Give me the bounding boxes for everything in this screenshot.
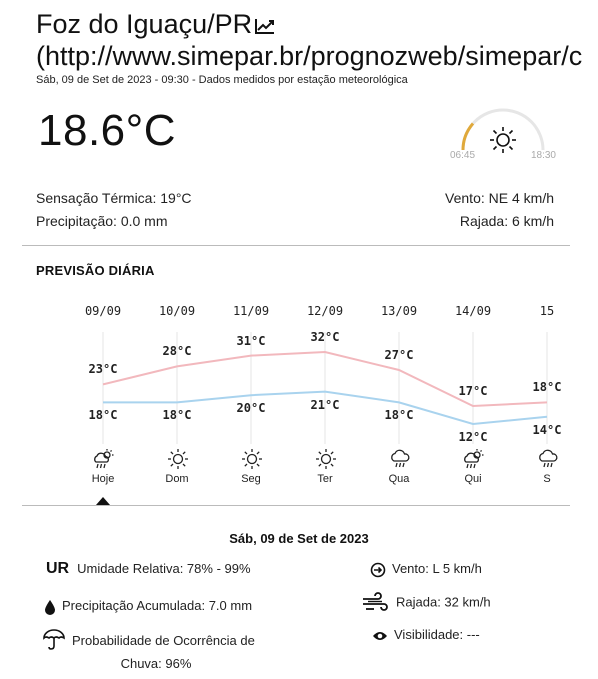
forecast-max-temp: 27°C [384, 348, 414, 362]
droplet-icon [44, 599, 56, 615]
forecast-day[interactable] [510, 296, 584, 496]
forecast-date: 09/09 [84, 304, 122, 318]
gust-row [362, 594, 491, 612]
rain-prob-line2: Chuva: 96% [120, 656, 192, 671]
rain-prob-line1: Probabilidade de Ocorrência de [72, 633, 255, 648]
forecast-min-temp: 20°C [236, 401, 266, 416]
precip-acc-value: Precipitação Acumulada: 7.0 mm [62, 598, 253, 613]
forecast-min-temp: 14°C [532, 422, 562, 437]
forecast-day[interactable] [288, 296, 362, 496]
precipitation: Precipitação: 0.0 mm [36, 213, 168, 229]
sun-rain-icon [462, 448, 486, 470]
umbrella-icon [42, 628, 66, 650]
visibility-value: Visibilidade: --- [394, 627, 480, 642]
feels-like: Sensação Térmica: 19°C [36, 190, 192, 206]
divider-top [22, 245, 570, 246]
forecast-day-name: Qui [464, 473, 482, 485]
forecast-min-temp: 18°C [88, 408, 118, 423]
forecast-max-temp: 32°C [310, 330, 340, 344]
forecast-day-name: Qua [388, 473, 410, 485]
compass-icon [370, 562, 386, 578]
wind-value: Vento: L 5 km/h [392, 561, 482, 576]
forecast-max-temp: 28°C [162, 344, 192, 359]
forecast-day-name: Seg [241, 473, 261, 485]
sun-rain-icon [92, 448, 116, 470]
city-name: Foz do Iguaçu/PR [36, 9, 253, 39]
visibility-row [372, 627, 480, 642]
forecast-day[interactable] [214, 296, 288, 496]
gust-value: Rajada: 32 km/h [396, 594, 491, 610]
humidity-row [46, 560, 251, 578]
source-url[interactable]: (http://www.simepar.br/prognozweb/simepar/c [36, 41, 583, 71]
forecast-day[interactable] [436, 296, 510, 496]
sunset-time: 18:30 [530, 150, 556, 161]
sun-arc-progress [463, 124, 473, 150]
selected-day-title: Sáb, 09 de Set de 2023 [229, 531, 369, 546]
forecast-day-name: Ter [317, 473, 333, 485]
forecast-date: 15 [539, 304, 555, 318]
cloud-rain-icon [536, 448, 560, 470]
current-temperature: 18.6°C [38, 106, 177, 155]
forecast-date: 14/09 [454, 304, 492, 318]
forecast-date: 13/09 [380, 304, 418, 318]
forecast-date: 11/09 [232, 304, 270, 318]
sun-icon [314, 448, 338, 470]
wind-gust-icon [362, 594, 390, 612]
eye-icon [372, 630, 388, 642]
forecast-date: 10/09 [158, 304, 196, 318]
selected-day-pointer [96, 497, 110, 505]
rain-prob-row [42, 628, 255, 650]
forecast-max-temp: 31°C [236, 333, 266, 348]
sun-icon [240, 448, 264, 470]
forecast-max-temp: 18°C [532, 380, 562, 395]
daily-forecast-title: PREVISÃO DIÁRIA [36, 263, 155, 278]
gust: Rajada: 6 km/h [459, 213, 554, 229]
forecast-min-temp: 21°C [310, 397, 340, 412]
wind-row [370, 561, 482, 578]
forecast-day[interactable] [362, 296, 436, 496]
location-title [36, 8, 583, 72]
wind: Vento: NE 4 km/h [445, 190, 554, 206]
humidity-value: Umidade Relativa: 78% - 99% [77, 561, 251, 576]
precip-acc-row [44, 598, 252, 615]
sunrise-time: 06:45 [450, 150, 476, 161]
forecast-max-temp: 23°C [88, 362, 118, 377]
sun-icon [166, 448, 190, 470]
sun-times [450, 150, 556, 161]
divider-bottom [22, 505, 570, 506]
forecast-day-name: Hoje [91, 473, 115, 485]
forecast-day-name: S [543, 473, 551, 485]
forecast-min-temp: 12°C [458, 430, 488, 444]
forecast-max-temp: 17°C [458, 384, 488, 398]
forecast-min-temp: 18°C [162, 408, 192, 423]
cloud-rain-icon [388, 448, 412, 470]
forecast-day[interactable] [66, 296, 140, 496]
forecast-date: 12/09 [306, 304, 344, 318]
forecast-day-name: Dom [165, 473, 189, 485]
forecast-min-temp: 18°C [384, 408, 414, 423]
trend-chart-icon[interactable] [254, 17, 276, 35]
forecast-day[interactable] [140, 296, 214, 496]
daily-forecast-strip[interactable] [66, 296, 562, 496]
measurement-subtitle: Sáb, 09 de Set de 2023 - 09:30 - Dados medidos por estação meteorológica [36, 74, 408, 86]
humidity-label: UR [46, 560, 70, 577]
